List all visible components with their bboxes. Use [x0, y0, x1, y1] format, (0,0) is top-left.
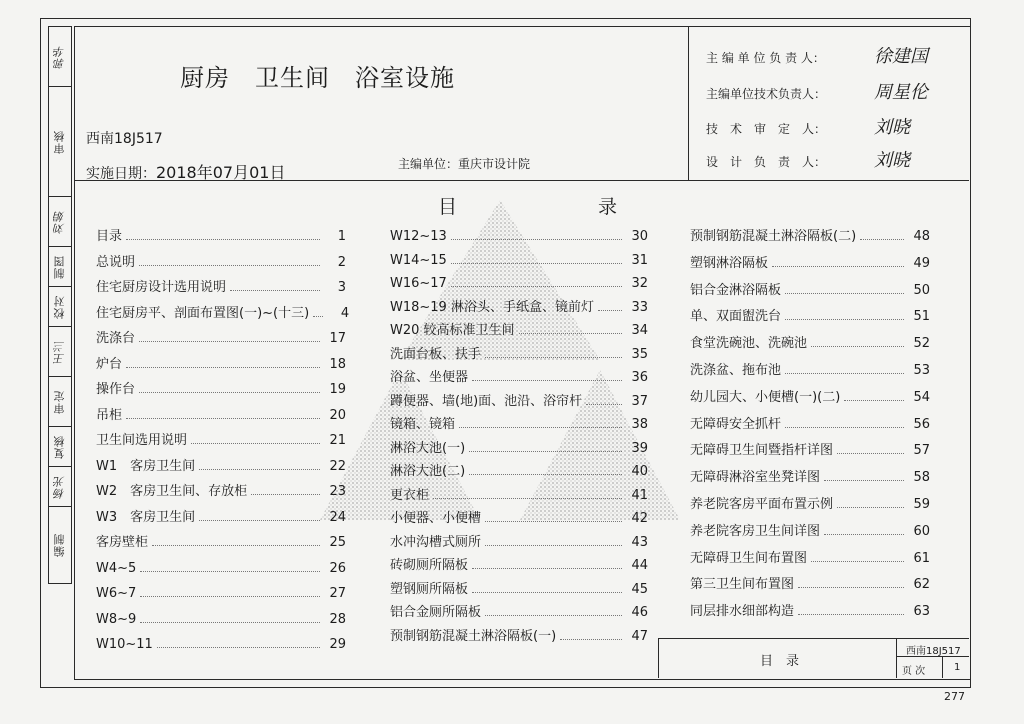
- toc-leader-dots: [126, 367, 320, 368]
- toc-entry-page: 45: [631, 581, 648, 597]
- toc-entry-title: 吊柜: [96, 407, 123, 423]
- toc-entry-page: 4: [340, 305, 350, 321]
- strip-label: 复核: [53, 434, 66, 459]
- toc-entry-title: 住宅厨房设计选用说明: [96, 280, 227, 295]
- toc-entry-title: 养老院客房卫生间详图: [690, 523, 821, 539]
- toc-entry: [96, 250, 346, 270]
- toc-entry-page: 38: [631, 417, 648, 432]
- toc-entry-title: 洗涤盆、拖布池: [690, 363, 782, 378]
- toc-entry-page: 41: [631, 487, 648, 503]
- toc-leader-dots: [772, 266, 904, 267]
- toc-entry: [690, 438, 930, 458]
- toc-heading-char-2: 录: [598, 196, 618, 218]
- toc-entry-page: 44: [631, 558, 648, 573]
- toc-entry: [390, 459, 648, 479]
- toc-leader-dots: [139, 265, 320, 266]
- strip-label: 校对: [53, 294, 66, 319]
- toc-entry-title: 小便器、小便槽: [390, 511, 482, 526]
- toc-entry-title: 无障碍安全抓杆: [690, 416, 782, 432]
- toc-entry: [390, 506, 648, 526]
- toc-entry: [96, 352, 346, 372]
- toc-entry: [390, 624, 648, 644]
- toc-entry: [690, 251, 930, 271]
- toc-leader-dots: [126, 418, 320, 419]
- toc-entry-title: 总说明: [96, 254, 136, 270]
- toc-entry: [690, 546, 930, 566]
- toc-entry-page: 43: [631, 534, 648, 550]
- toc-entry-title: 镜箱、镜箱: [390, 417, 456, 432]
- toc-entry-page: 35: [631, 346, 648, 362]
- strip-signature: 王兰: [53, 339, 66, 364]
- toc-leader-dots: [860, 239, 904, 240]
- toc-entry: [690, 572, 930, 592]
- toc-leader-dots: [451, 286, 622, 287]
- toc-entry-page: 34: [631, 323, 648, 338]
- footer-divider: [896, 638, 897, 678]
- toc-entry-page: 1: [337, 229, 346, 244]
- page-title: 厨房 卫生间 浴室设施: [180, 64, 455, 92]
- strip-cell: [49, 27, 71, 87]
- toc-entry-page: 37: [631, 393, 648, 409]
- toc-leader-dots: [519, 333, 622, 334]
- toc-leader-dots: [798, 587, 904, 588]
- toc-entry-title: 同层排水细部构造: [690, 604, 795, 620]
- implementation-date-label: 实施日期：: [86, 166, 156, 182]
- toc-leader-dots: [191, 443, 320, 444]
- toc-entry-title: 操作台: [96, 382, 136, 397]
- toc-entry-title: 目录: [96, 229, 123, 244]
- toc-entry: [690, 465, 930, 485]
- toc-entry: [96, 530, 346, 550]
- toc-entry: [390, 483, 648, 503]
- toc-leader-dots: [824, 480, 904, 481]
- toc-entry-title: 幼儿园大、小便槽(一)(二): [690, 389, 841, 405]
- toc-entry: [690, 278, 930, 298]
- toc-entry-title: 预制钢筋混凝土淋浴隔板(一): [390, 628, 557, 644]
- toc-entry-page: 29: [329, 637, 346, 652]
- responsible-row: [706, 146, 946, 172]
- responsible-signature: 刘晓: [874, 150, 910, 171]
- toc-entry-title: 铝合金淋浴隔板: [690, 282, 782, 298]
- toc-entry-page: 51: [913, 309, 930, 325]
- toc-leader-dots: [469, 451, 622, 452]
- responsible-row: [706, 113, 946, 139]
- toc-leader-dots: [451, 239, 622, 240]
- toc-entry-title: 浴盆、坐便器: [390, 370, 469, 385]
- toc-leader-dots: [785, 373, 904, 374]
- toc-entry-title: 养老院客房平面布置示例: [690, 497, 834, 512]
- toc-entry-page: 17: [329, 331, 346, 346]
- toc-entry-title: W18~19 淋浴头、手纸盒、镜前灯: [390, 299, 594, 315]
- toc-entry: [96, 607, 346, 627]
- strip-label: 审核: [53, 129, 66, 154]
- toc-entry: [96, 326, 346, 346]
- strip-cell: [49, 427, 71, 467]
- toc-leader-dots: [199, 520, 320, 521]
- toc-entry: [690, 385, 930, 405]
- toc-leader-dots: [485, 615, 622, 616]
- toc-entry: [690, 519, 930, 539]
- toc-entry-page: 21: [329, 433, 346, 448]
- toc-entry-title: W3 客房卫生间: [96, 509, 196, 525]
- toc-entry-title: 铝合金厕所隔板: [390, 605, 482, 620]
- toc-leader-dots: [139, 392, 320, 393]
- header-divider: [688, 26, 689, 180]
- toc-entry-page: 31: [631, 252, 648, 268]
- toc-entry-title: W1 客房卫生间: [96, 458, 196, 474]
- toc-entry-page: 24: [329, 509, 346, 525]
- implementation-date-value: 2018年07月01日: [156, 163, 286, 182]
- toc-leader-dots: [139, 341, 320, 342]
- toc-entry: [390, 295, 648, 315]
- toc-entry-page: 2: [337, 254, 346, 270]
- footer-divider: [942, 656, 943, 678]
- toc-entry: [390, 342, 648, 362]
- toc-entry: [390, 224, 648, 244]
- toc-leader-dots: [485, 357, 622, 358]
- toc-leader-dots: [140, 571, 320, 572]
- strip-label: 制图: [53, 254, 66, 279]
- toc-entry-page: 62: [913, 577, 930, 593]
- toc-entry-page: 26: [329, 560, 346, 576]
- toc-entry-page: 47: [631, 628, 648, 644]
- toc-entry-title: W6~7: [96, 586, 137, 601]
- responsible-label: 主 编 单 位 负 责 人：: [706, 51, 825, 65]
- toc-entry: [390, 248, 648, 268]
- toc-entry: [390, 577, 648, 597]
- toc-leader-dots: [837, 453, 904, 454]
- footer-page-label: 页 次: [902, 666, 926, 677]
- footer-label: 目 录: [760, 654, 800, 669]
- toc-entry-page: 36: [631, 370, 648, 385]
- toc-leader-dots: [785, 319, 904, 320]
- toc-entry-title: 更衣柜: [390, 487, 430, 503]
- footer-atlas-number: 西南18J517: [906, 646, 961, 657]
- toc-entry-page: 53: [913, 363, 930, 378]
- strip-cell: [49, 467, 71, 507]
- toc-entry: [690, 224, 930, 244]
- toc-entry: [690, 304, 930, 324]
- editor-unit: 主编单位：重庆市设计院: [398, 157, 531, 171]
- toc-entry-title: W20 较高标准卫生间: [390, 323, 515, 338]
- strip-cell: [49, 247, 71, 287]
- toc-entry-page: 60: [913, 523, 930, 539]
- toc-entry-page: 56: [913, 416, 930, 432]
- toc-entry-title: 淋浴大池(二): [390, 464, 466, 479]
- toc-entry: [96, 377, 346, 397]
- toc-entry: [390, 436, 648, 456]
- toc-leader-dots: [451, 263, 622, 264]
- toc-entry: [390, 318, 648, 338]
- strip-cell: [49, 327, 71, 377]
- strip-cell: [49, 87, 71, 197]
- toc-leader-dots: [598, 310, 622, 311]
- toc-entry: [390, 412, 648, 432]
- strip-cell: [49, 377, 71, 427]
- toc-entry: [96, 403, 346, 423]
- toc-leader-dots: [152, 545, 320, 546]
- toc-entry-page: 57: [913, 443, 930, 459]
- toc-leader-dots: [472, 568, 622, 569]
- toc-entry-page: 30: [631, 229, 648, 244]
- toc-entry-title: 卫生间选用说明: [96, 433, 188, 448]
- strip-signature: 刘娟: [53, 209, 66, 234]
- toc-leader-dots: [433, 498, 622, 499]
- toc-entry-page: 18: [329, 356, 346, 372]
- footer-top-line: [658, 638, 969, 639]
- toc-entry-page: 27: [329, 586, 346, 601]
- toc-entry-title: W12~13: [390, 229, 447, 244]
- toc-entry: [690, 599, 930, 619]
- toc-entry-page: 22: [329, 458, 346, 474]
- toc-leader-dots: [811, 561, 904, 562]
- toc-entry-page: 32: [631, 276, 648, 291]
- toc-entry-page: 59: [913, 497, 930, 512]
- toc-leader-dots: [844, 400, 904, 401]
- responsible-signature: 周星伦: [874, 82, 928, 103]
- toc-entry-title: W4~5: [96, 560, 137, 576]
- footer-divider: [658, 638, 659, 678]
- responsible-row: [706, 42, 946, 68]
- toc-entry-title: 客房壁柜: [96, 535, 149, 550]
- signature-strip: [48, 26, 72, 584]
- toc-heading-char-1: 目: [438, 196, 458, 218]
- strip-label: 编制: [53, 533, 66, 557]
- responsible-label: 设 计 负 责 人：: [706, 155, 827, 169]
- toc-entry-page: 46: [631, 605, 648, 620]
- toc-entry-page: 61: [913, 550, 930, 566]
- toc-entry: [96, 454, 346, 474]
- toc-entry: [96, 581, 346, 601]
- toc-leader-dots: [472, 380, 622, 381]
- toc-leader-dots: [485, 521, 622, 522]
- toc-entry: [390, 365, 648, 385]
- toc-entry-page: 19: [329, 382, 346, 397]
- toc-entry-page: 25: [329, 535, 346, 550]
- toc-entry-page: 52: [913, 336, 930, 352]
- sheet-number: 277: [944, 690, 965, 703]
- toc-entry: [690, 358, 930, 378]
- toc-entry: [390, 553, 648, 573]
- toc-leader-dots: [251, 494, 320, 495]
- toc-entry: [690, 492, 930, 512]
- toc-entry-page: 54: [913, 389, 930, 405]
- toc-entry-title: 砖砌厕所隔板: [390, 558, 469, 573]
- toc-entry: [390, 530, 648, 550]
- toc-entry: [390, 271, 648, 291]
- responsible-label: 主编单位技术负责人：: [706, 87, 827, 101]
- toc-entry-page: 3: [337, 280, 346, 295]
- toc-entry-title: W16~17: [390, 276, 447, 291]
- toc-leader-dots: [469, 474, 622, 475]
- toc-entry-page: 58: [913, 470, 930, 486]
- atlas-number: 西南18J517: [86, 131, 163, 147]
- toc-leader-dots: [586, 404, 622, 405]
- toc-entry-title: 预制钢筋混凝土淋浴隔板(二): [690, 229, 857, 244]
- responsible-signature: 徐建国: [874, 46, 928, 67]
- toc-leader-dots: [140, 622, 320, 623]
- toc-entry-page: 23: [329, 484, 346, 499]
- toc-leader-dots: [811, 346, 904, 347]
- toc-entry: [690, 412, 930, 432]
- implementation-date: [86, 160, 285, 183]
- responsible-row: [706, 78, 946, 104]
- toc-entry: [96, 556, 346, 576]
- toc-entry-title: W14~15: [390, 252, 447, 268]
- responsible-label: 技 术 审 定 人：: [706, 122, 827, 136]
- toc-entry-title: 炉台: [96, 356, 123, 372]
- toc-entry-page: 48: [913, 229, 930, 244]
- toc-entry-title: 住宅厨房平、剖面布置图(一)~(十三): [96, 305, 310, 321]
- toc-leader-dots: [785, 427, 904, 428]
- toc-entry-title: 无障碍卫生间暨指杆详图: [690, 443, 834, 459]
- toc-entry-title: 洗面台板、扶手: [390, 346, 482, 362]
- toc-leader-dots: [230, 290, 320, 291]
- strip-cell: [49, 197, 71, 247]
- toc-entry-page: 40: [631, 464, 648, 479]
- toc-leader-dots: [459, 427, 622, 428]
- toc-leader-dots: [485, 545, 622, 546]
- toc-entry-page: 63: [913, 604, 930, 620]
- toc-entry-title: 单、双面盥洗台: [690, 309, 782, 325]
- toc-leader-dots: [157, 647, 320, 648]
- toc-entry-title: 第三卫生间布置图: [690, 577, 795, 593]
- toc-entry-page: 42: [631, 511, 648, 526]
- toc-entry-title: 无障碍卫生间布置图: [690, 550, 808, 566]
- strip-signature: 郭华: [53, 44, 66, 69]
- toc-leader-dots: [785, 293, 904, 294]
- toc-entry-page: 39: [631, 440, 648, 456]
- strip-signature: 杨光: [53, 474, 66, 499]
- toc-entry: [390, 600, 648, 620]
- toc-leader-dots: [126, 239, 320, 240]
- toc-leader-dots: [199, 469, 320, 470]
- toc-entry-title: W10~11: [96, 637, 153, 652]
- toc-leader-dots: [472, 592, 622, 593]
- toc-entry: [96, 275, 346, 295]
- toc-entry: [690, 331, 930, 351]
- toc-entry-title: 无障碍淋浴室坐凳详图: [690, 470, 821, 486]
- toc-leader-dots: [837, 507, 904, 508]
- toc-entry-title: 水冲沟槽式厕所: [390, 534, 482, 550]
- toc-leader-dots: [824, 534, 904, 535]
- toc-entry-title: 蹲便器、墙(地)面、池沿、浴帘杆: [390, 393, 583, 409]
- toc-entry: [390, 389, 648, 409]
- toc-leader-dots: [798, 614, 904, 615]
- toc-leader-dots: [140, 596, 320, 597]
- toc-entry: [96, 301, 350, 321]
- toc-entry-page: 20: [329, 407, 346, 423]
- footer-page-value: 1: [954, 662, 961, 673]
- toc-leader-dots: [560, 639, 622, 640]
- toc-entry-title: W2 客房卫生间、存放柜: [96, 484, 248, 499]
- toc-entry-title: 洗涤台: [96, 331, 136, 346]
- strip-cell: [49, 507, 71, 583]
- responsible-signature: 刘晓: [874, 117, 910, 138]
- toc-entry-title: 塑钢淋浴隔板: [690, 255, 769, 271]
- toc-entry: [96, 224, 346, 244]
- toc-entry: [96, 428, 346, 448]
- strip-cell: [49, 287, 71, 327]
- toc-entry-title: 塑钢厕所隔板: [390, 581, 469, 597]
- toc-entry-title: 食堂洗碗池、洗碗池: [690, 336, 808, 352]
- toc-entry-title: W8~9: [96, 611, 137, 627]
- toc-leader-dots: [313, 316, 323, 317]
- toc-entry-page: 50: [913, 282, 930, 298]
- toc-entry-title: 淋浴大池(一): [390, 440, 466, 456]
- strip-label: 审定: [53, 389, 66, 414]
- toc-entry-page: 33: [631, 299, 648, 315]
- toc-entry-page: 49: [913, 255, 930, 271]
- toc-entry: [96, 505, 346, 525]
- toc-entry: [96, 632, 346, 652]
- toc-entry: [96, 479, 346, 499]
- toc-entry-page: 28: [329, 611, 346, 627]
